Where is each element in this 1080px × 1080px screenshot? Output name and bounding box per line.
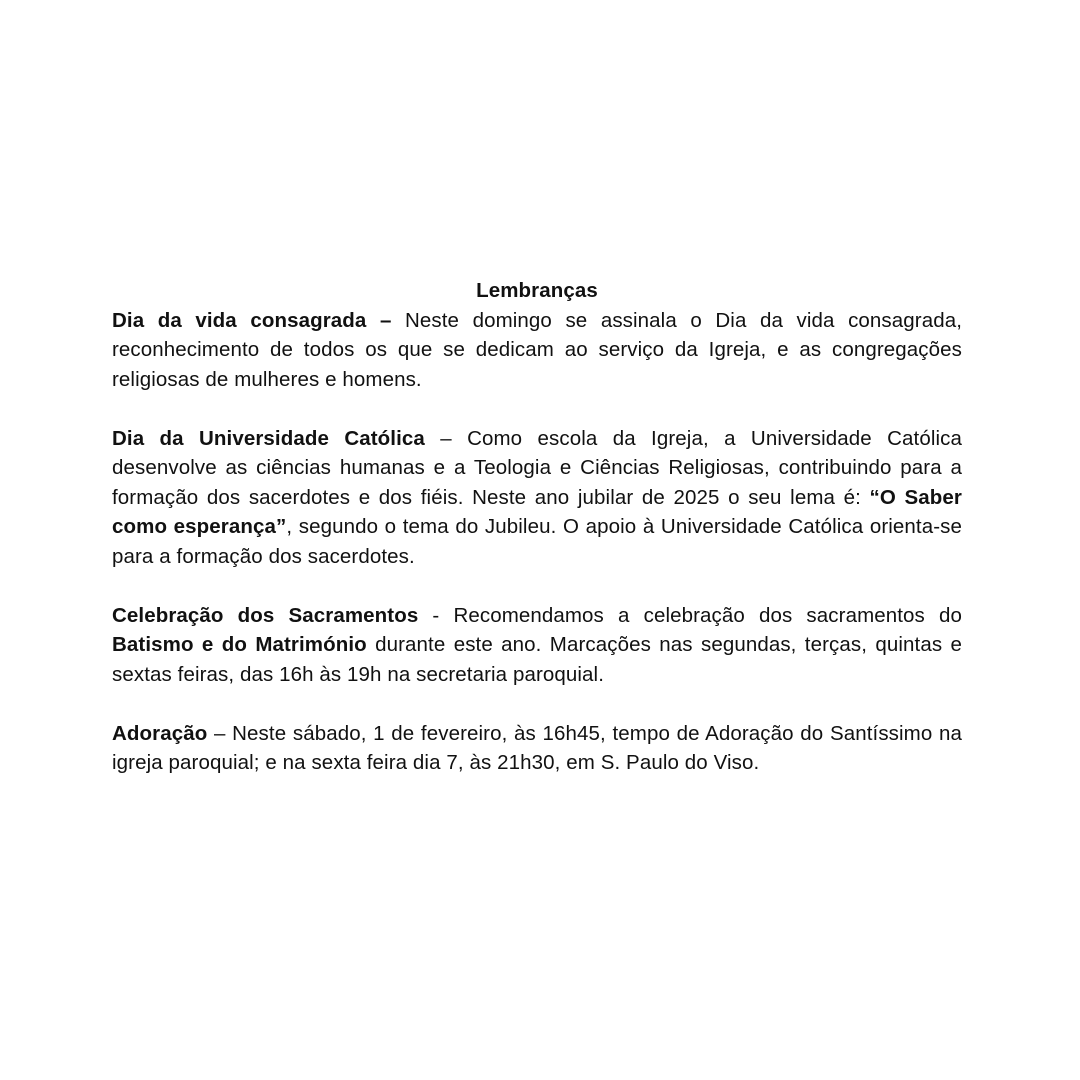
paragraph-heading: Celebração dos Sacramentos bbox=[112, 603, 419, 627]
paragraph-heading: Adoração bbox=[112, 721, 208, 745]
paragraph-text: – Como escola da Igreja, a Universidade Católica desenvolve as ciências humanas e a Teologia e Ciências Religiosas, contribuindo para a formação dos sacerdotes e dos fiéis. Neste ano jubilar de 2025 o seu lema é: bbox=[112, 426, 962, 509]
paragraph-sacraments bbox=[112, 601, 962, 690]
paragraph-text: , segundo o tema do Jubileu. O apoio à Universidade Católica orienta-se para a formação dos sacerdotes. bbox=[112, 515, 962, 568]
paragraph-text: durante este ano. Marcações nas segundas, terças, quintas e sextas feiras, das 16h às 19h na secretaria paroquial. bbox=[112, 633, 962, 686]
paragraph-text: – Neste sábado, 1 de fevereiro, às 16h45, tempo de Adoração do Santíssimo na igreja paroquial; e na sexta feira dia 7, às 21h30, em S. Paulo do Viso. bbox=[112, 721, 962, 774]
paragraph-catholic-university bbox=[112, 424, 962, 572]
paragraph-heading: Dia da vida consagrada – bbox=[112, 308, 392, 332]
paragraph-heading: Dia da Universidade Católica bbox=[112, 426, 425, 450]
motto-text: “O Saber como esperança” bbox=[112, 485, 962, 538]
page-title: Lembranças bbox=[476, 279, 598, 302]
paragraph-text: - Recomendamos a celebração dos sacramentos do bbox=[418, 603, 962, 627]
reminders-document bbox=[112, 276, 962, 778]
paragraph-adoration bbox=[112, 719, 962, 778]
paragraph-consecrated-life bbox=[112, 306, 962, 395]
paragraph-text: Neste domingo se assinala o Dia da vida consagrada, reconhecimento de todos os que se dedicam ao serviço da Igreja, e as congregações religiosas de mulheres e homens. bbox=[112, 308, 962, 391]
sacraments-highlight: Batismo e do Matrimónio bbox=[112, 633, 367, 656]
